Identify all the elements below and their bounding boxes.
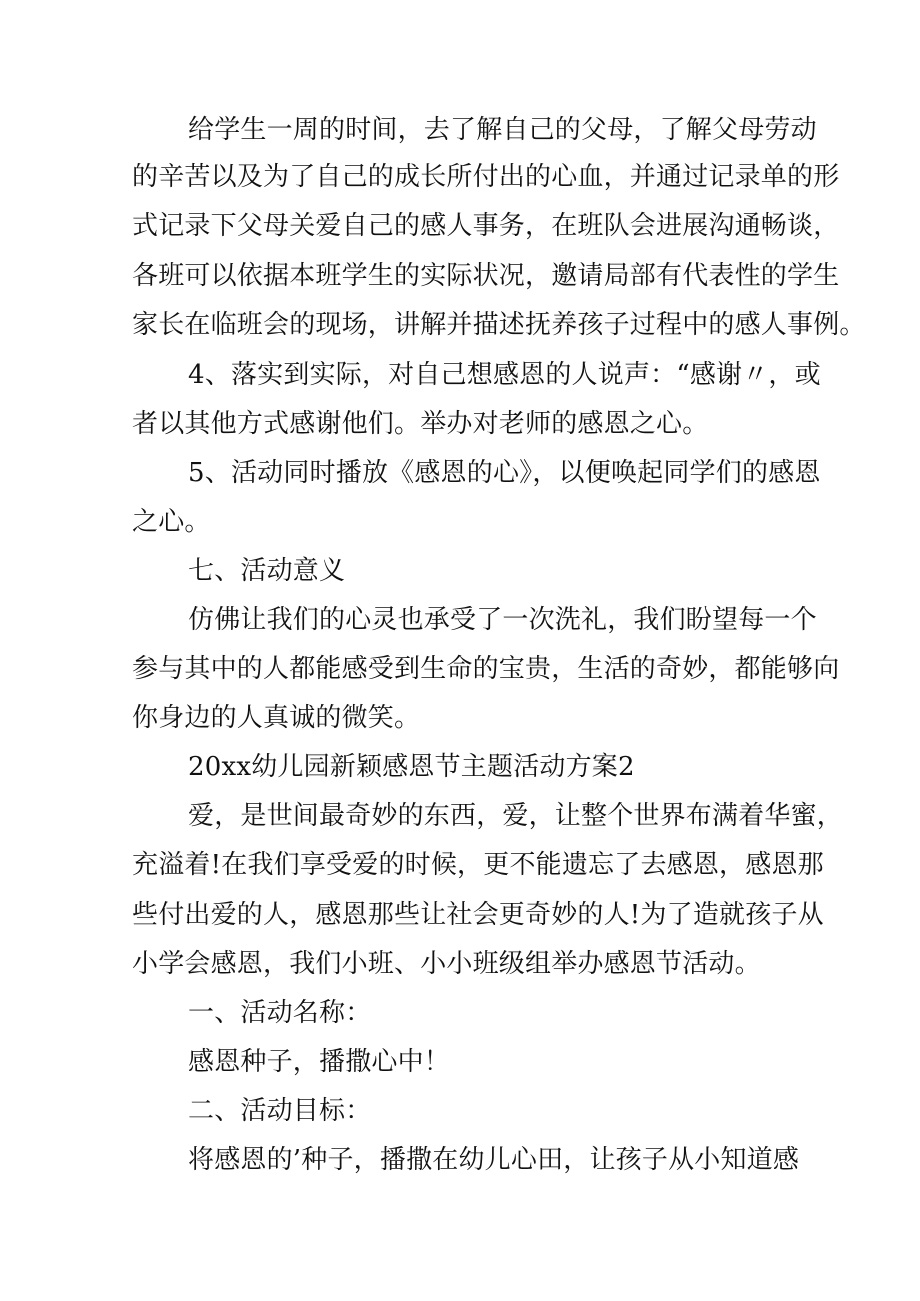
paragraph-line: 些付出爱的人，感恩那些让社会更奇妙的人!为了造就孩子从 xyxy=(132,900,824,930)
paragraph-line: 家长在临班会的现场，讲解并描述抚养孩子过程中的感人事例。 xyxy=(132,310,866,340)
paragraph-line: 给学生一周的时间，去了解自己的父母，了解父母劳动 xyxy=(188,115,817,145)
section-heading: 二、活动目标： xyxy=(188,1096,372,1126)
paragraph-line: 者以其他方式感谢他们。举办对老师的感恩之心。 xyxy=(132,409,709,439)
paragraph-line: 小学会感恩，我们小班、小小班级组举办感恩节活动。 xyxy=(132,949,761,979)
paragraph-line: 各班可以依据本班学生的实际状况，邀请局部有代表性的学生 xyxy=(132,261,840,291)
section-heading: 七、活动意义 xyxy=(188,556,346,586)
paragraph-line: 爱，是世间最奇妙的东西，爱，让整个世界布满着华蜜， xyxy=(188,801,844,831)
paragraph-line: 4、落实到实际，对自己想感恩的人说声：“感谢〃，或 xyxy=(188,360,821,390)
paragraph-line: 将感恩的’种子，播撒在幼儿心田，让孩子从小知道感 xyxy=(188,1145,800,1175)
document-title: 20xx幼儿园新颖感恩节主题活动方案2 xyxy=(188,752,635,782)
paragraph-line: 仿佛让我们的心灵也承受了一次洗礼，我们盼望每一个 xyxy=(188,605,817,635)
paragraph-line: 你身边的人真诚的微笑。 xyxy=(132,703,421,733)
paragraph-line: 的辛苦以及为了自己的成长所付出的心血，并通过记录单的形 xyxy=(132,162,840,192)
paragraph-line: 感恩种子，播撒心中！ xyxy=(188,1047,451,1077)
paragraph-line: 充溢着!在我们享受爱的时候，更不能遗忘了去感恩，感恩那 xyxy=(132,850,824,880)
paragraph-line: 之心。 xyxy=(132,507,211,537)
paragraph-line: 5、活动同时播放《感恩的心》，以便唤起同学们的感恩 xyxy=(188,458,821,488)
section-heading: 一、活动名称： xyxy=(188,998,372,1028)
paragraph-line: 式记录下父母关爱自己的感人事务，在班队会进展沟通畅谈， xyxy=(132,211,840,241)
paragraph-line: 参与其中的人都能感受到生命的宝贵，生活的奇妙，都能够向 xyxy=(132,654,840,684)
